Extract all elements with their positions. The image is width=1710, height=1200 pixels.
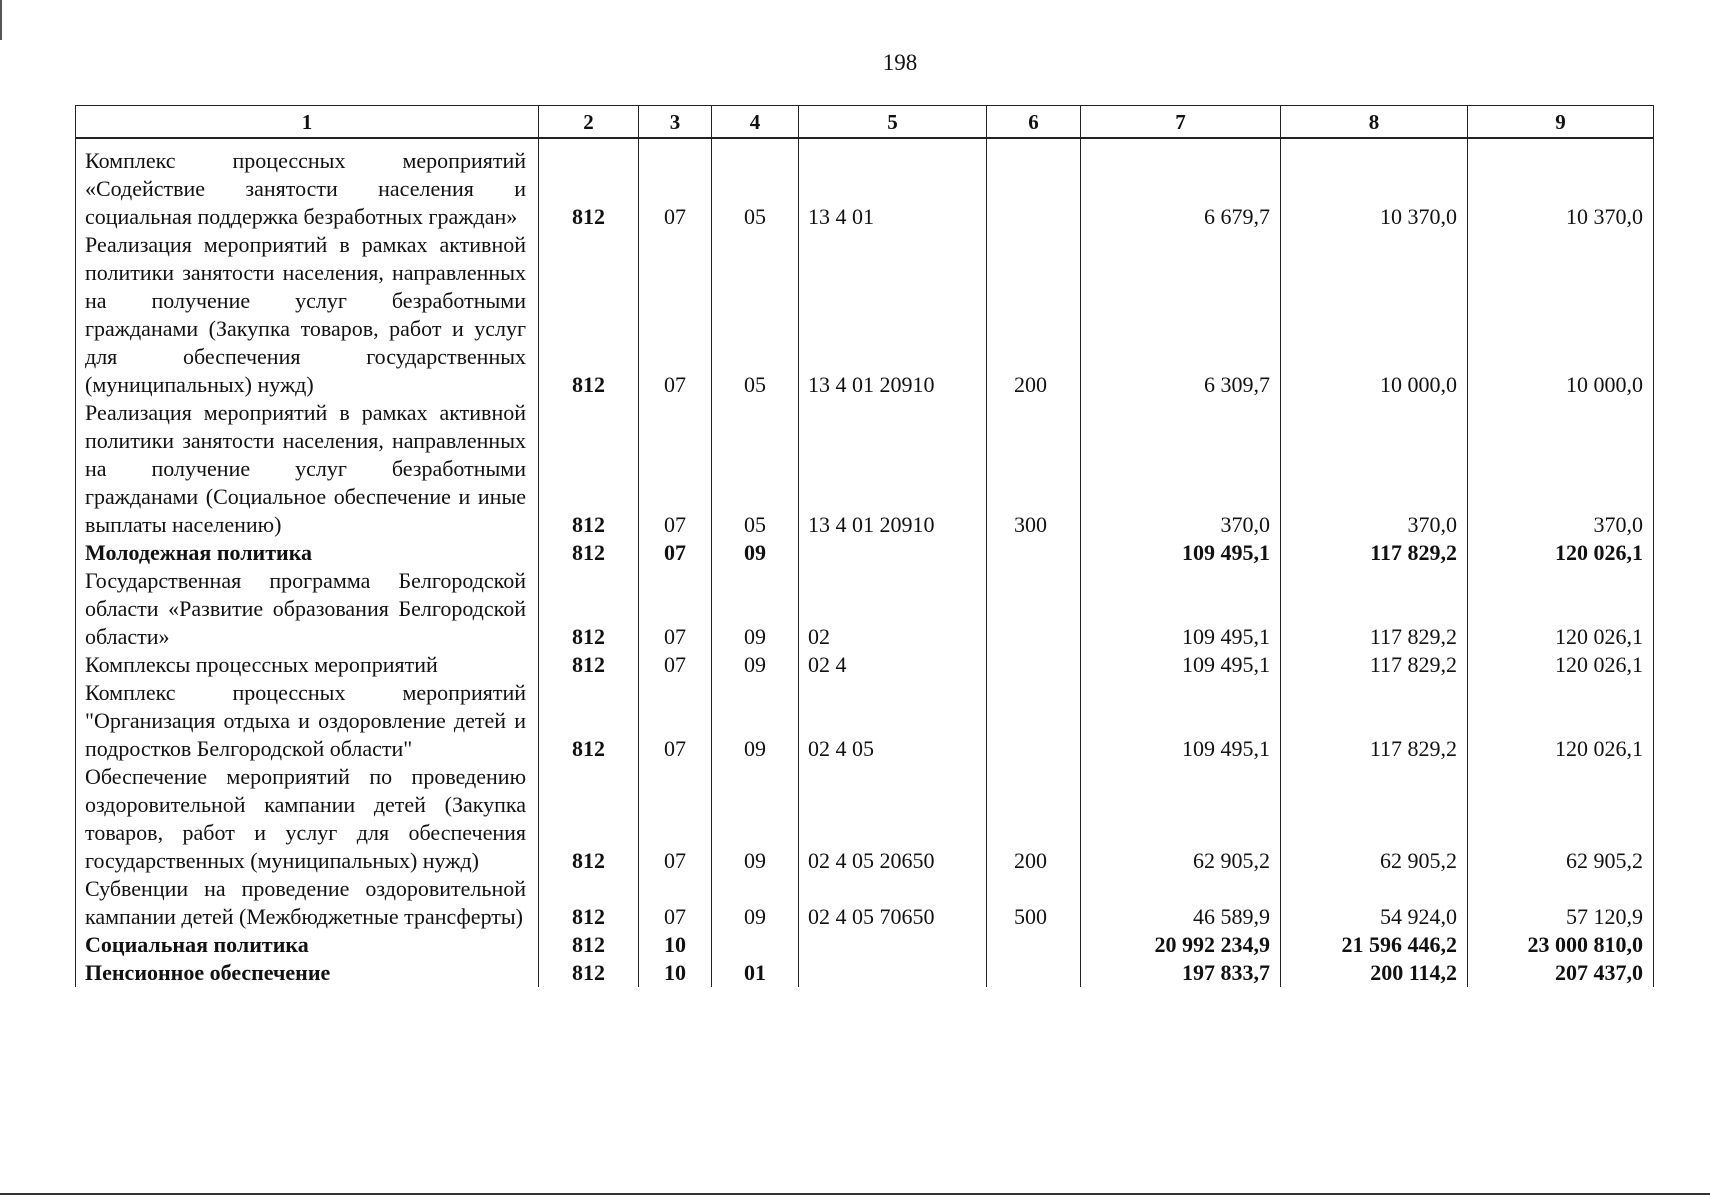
amount-col8-cell: 54 924,0 (1281, 875, 1468, 931)
code-section-cell: 07 (639, 539, 712, 567)
budget-table (75, 105, 1654, 987)
table-header-row (76, 106, 1654, 139)
code-subsection-cell: 09 (712, 763, 799, 875)
code-expense-type-cell: 200 (987, 231, 1081, 399)
code-expense-type-cell (987, 931, 1081, 959)
code-ministry-cell: 812 (539, 931, 639, 959)
table-row (76, 138, 1654, 231)
code-section-cell: 07 (639, 399, 712, 539)
code-target-cell (799, 959, 987, 987)
table-row (76, 679, 1654, 763)
code-section-cell: 07 (639, 651, 712, 679)
column-header-7: 7 (1081, 106, 1281, 139)
code-target-cell: 02 4 (799, 651, 987, 679)
amount-col9-cell: 10 370,0 (1468, 138, 1654, 231)
code-target-cell: 13 4 01 20910 (799, 231, 987, 399)
column-header-6: 6 (987, 106, 1081, 139)
code-expense-type-cell (987, 539, 1081, 567)
code-section-cell: 07 (639, 875, 712, 931)
code-subsection-cell (712, 931, 799, 959)
code-subsection-cell: 01 (712, 959, 799, 987)
amount-col7-cell: 6 309,7 (1081, 231, 1281, 399)
amount-col9-cell: 62 905,2 (1468, 763, 1654, 875)
table-row (76, 959, 1654, 987)
row-name-cell: Субвенции на проведение оздоровительной кампании детей (Межбюджетные трансферты) (76, 875, 539, 931)
amount-col9-cell: 23 000 810,0 (1468, 931, 1654, 959)
table-row (76, 651, 1654, 679)
row-name-cell: Социальная политика (76, 931, 539, 959)
row-name-cell: Комплекс процессных мероприятий «Содействие занятости населения и социальная поддержка безработных граждан» (76, 138, 539, 231)
table-row (76, 399, 1654, 539)
amount-col9-cell: 120 026,1 (1468, 567, 1654, 651)
amount-col7-cell: 62 905,2 (1081, 763, 1281, 875)
code-target-cell: 02 4 05 (799, 679, 987, 763)
scan-edge-bottom (0, 1193, 1710, 1195)
amount-col8-cell: 10 370,0 (1281, 138, 1468, 231)
code-target-cell: 02 4 05 70650 (799, 875, 987, 931)
amount-col8-cell: 117 829,2 (1281, 567, 1468, 651)
code-subsection-cell: 09 (712, 651, 799, 679)
code-target-cell: 02 4 05 20650 (799, 763, 987, 875)
column-header-4: 4 (712, 106, 799, 139)
table-body (76, 138, 1654, 987)
code-subsection-cell: 05 (712, 399, 799, 539)
page-number: 198 (882, 50, 918, 75)
amount-col8-cell: 370,0 (1281, 399, 1468, 539)
amount-col7-cell: 109 495,1 (1081, 651, 1281, 679)
code-expense-type-cell (987, 959, 1081, 987)
row-name-cell: Обеспечение мероприятий по проведению оздоровительной кампании детей (Закупка товаров, работ и услуг для обеспечения государственных (муниципальных) нужд) (76, 763, 539, 875)
code-target-cell (799, 931, 987, 959)
code-subsection-cell: 05 (712, 138, 799, 231)
amount-col9-cell: 207 437,0 (1468, 959, 1654, 987)
table-row (76, 231, 1654, 399)
amount-col8-cell: 10 000,0 (1281, 231, 1468, 399)
code-section-cell: 07 (639, 138, 712, 231)
table-row (76, 567, 1654, 651)
code-subsection-cell: 09 (712, 679, 799, 763)
amount-col8-cell: 117 829,2 (1281, 679, 1468, 763)
column-header-2: 2 (539, 106, 639, 139)
amount-col9-cell: 120 026,1 (1468, 679, 1654, 763)
code-expense-type-cell (987, 651, 1081, 679)
amount-col7-cell: 46 589,9 (1081, 875, 1281, 931)
row-name-cell: Реализация мероприятий в рамках активной политики занятости населения, направленных на получение услуг безработными гражданами (Социальное обеспечение и иные выплаты населению) (76, 399, 539, 539)
amount-col7-cell: 6 679,7 (1081, 138, 1281, 231)
code-expense-type-cell (987, 567, 1081, 651)
row-name-cell: Молодежная политика (76, 539, 539, 567)
amount-col9-cell: 120 026,1 (1468, 651, 1654, 679)
code-section-cell: 10 (639, 959, 712, 987)
row-name-cell: Комплекс процессных мероприятий "Организация отдыха и оздоровление детей и подростков Белгородской области" (76, 679, 539, 763)
code-section-cell: 07 (639, 763, 712, 875)
column-header-5: 5 (799, 106, 987, 139)
amount-col8-cell: 21 596 446,2 (1281, 931, 1468, 959)
amount-col7-cell: 370,0 (1081, 399, 1281, 539)
column-header-9: 9 (1468, 106, 1654, 139)
column-header-1: 1 (76, 106, 539, 139)
code-expense-type-cell: 500 (987, 875, 1081, 931)
code-target-cell (799, 539, 987, 567)
amount-col9-cell: 57 120,9 (1468, 875, 1654, 931)
code-ministry-cell: 812 (539, 539, 639, 567)
table-row (76, 539, 1654, 567)
amount-col7-cell: 109 495,1 (1081, 567, 1281, 651)
code-section-cell: 10 (639, 931, 712, 959)
row-name-cell: Государственная программа Белгородской области «Развитие образования Белгородской области» (76, 567, 539, 651)
code-expense-type-cell: 200 (987, 763, 1081, 875)
amount-col7-cell: 109 495,1 (1081, 539, 1281, 567)
row-name-cell: Реализация мероприятий в рамках активной политики занятости населения, направленных на получение услуг безработными гражданами (Закупка товаров, работ и услуг для обеспечения государственных (муниципальных) нужд) (76, 231, 539, 399)
row-name-cell: Комплексы процессных мероприятий (76, 651, 539, 679)
code-subsection-cell: 09 (712, 567, 799, 651)
code-section-cell: 07 (639, 231, 712, 399)
code-ministry-cell: 812 (539, 138, 639, 231)
code-ministry-cell: 812 (539, 231, 639, 399)
code-section-cell: 07 (639, 679, 712, 763)
code-ministry-cell: 812 (539, 399, 639, 539)
code-ministry-cell: 812 (539, 651, 639, 679)
amount-col7-cell: 20 992 234,9 (1081, 931, 1281, 959)
code-subsection-cell: 05 (712, 231, 799, 399)
table-row (76, 931, 1654, 959)
code-expense-type-cell (987, 138, 1081, 231)
amount-col9-cell: 10 000,0 (1468, 231, 1654, 399)
table-row (76, 875, 1654, 931)
code-section-cell: 07 (639, 567, 712, 651)
code-expense-type-cell: 300 (987, 399, 1081, 539)
code-subsection-cell: 09 (712, 875, 799, 931)
code-ministry-cell: 812 (539, 679, 639, 763)
amount-col7-cell: 109 495,1 (1081, 679, 1281, 763)
column-header-3: 3 (639, 106, 712, 139)
code-ministry-cell: 812 (539, 875, 639, 931)
code-target-cell: 13 4 01 20910 (799, 399, 987, 539)
scan-edge-left (0, 0, 2, 40)
amount-col8-cell: 62 905,2 (1281, 763, 1468, 875)
code-target-cell: 02 (799, 567, 987, 651)
column-header-8: 8 (1281, 106, 1468, 139)
amount-col8-cell: 117 829,2 (1281, 651, 1468, 679)
code-ministry-cell: 812 (539, 763, 639, 875)
amount-col8-cell: 200 114,2 (1281, 959, 1468, 987)
code-target-cell: 13 4 01 (799, 138, 987, 231)
code-subsection-cell: 09 (712, 539, 799, 567)
amount-col9-cell: 370,0 (1468, 399, 1654, 539)
code-expense-type-cell (987, 679, 1081, 763)
code-ministry-cell: 812 (539, 959, 639, 987)
amount-col9-cell: 120 026,1 (1468, 539, 1654, 567)
code-ministry-cell: 812 (539, 567, 639, 651)
amount-col7-cell: 197 833,7 (1081, 959, 1281, 987)
row-name-cell: Пенсионное обеспечение (76, 959, 539, 987)
table-row (76, 763, 1654, 875)
amount-col8-cell: 117 829,2 (1281, 539, 1468, 567)
